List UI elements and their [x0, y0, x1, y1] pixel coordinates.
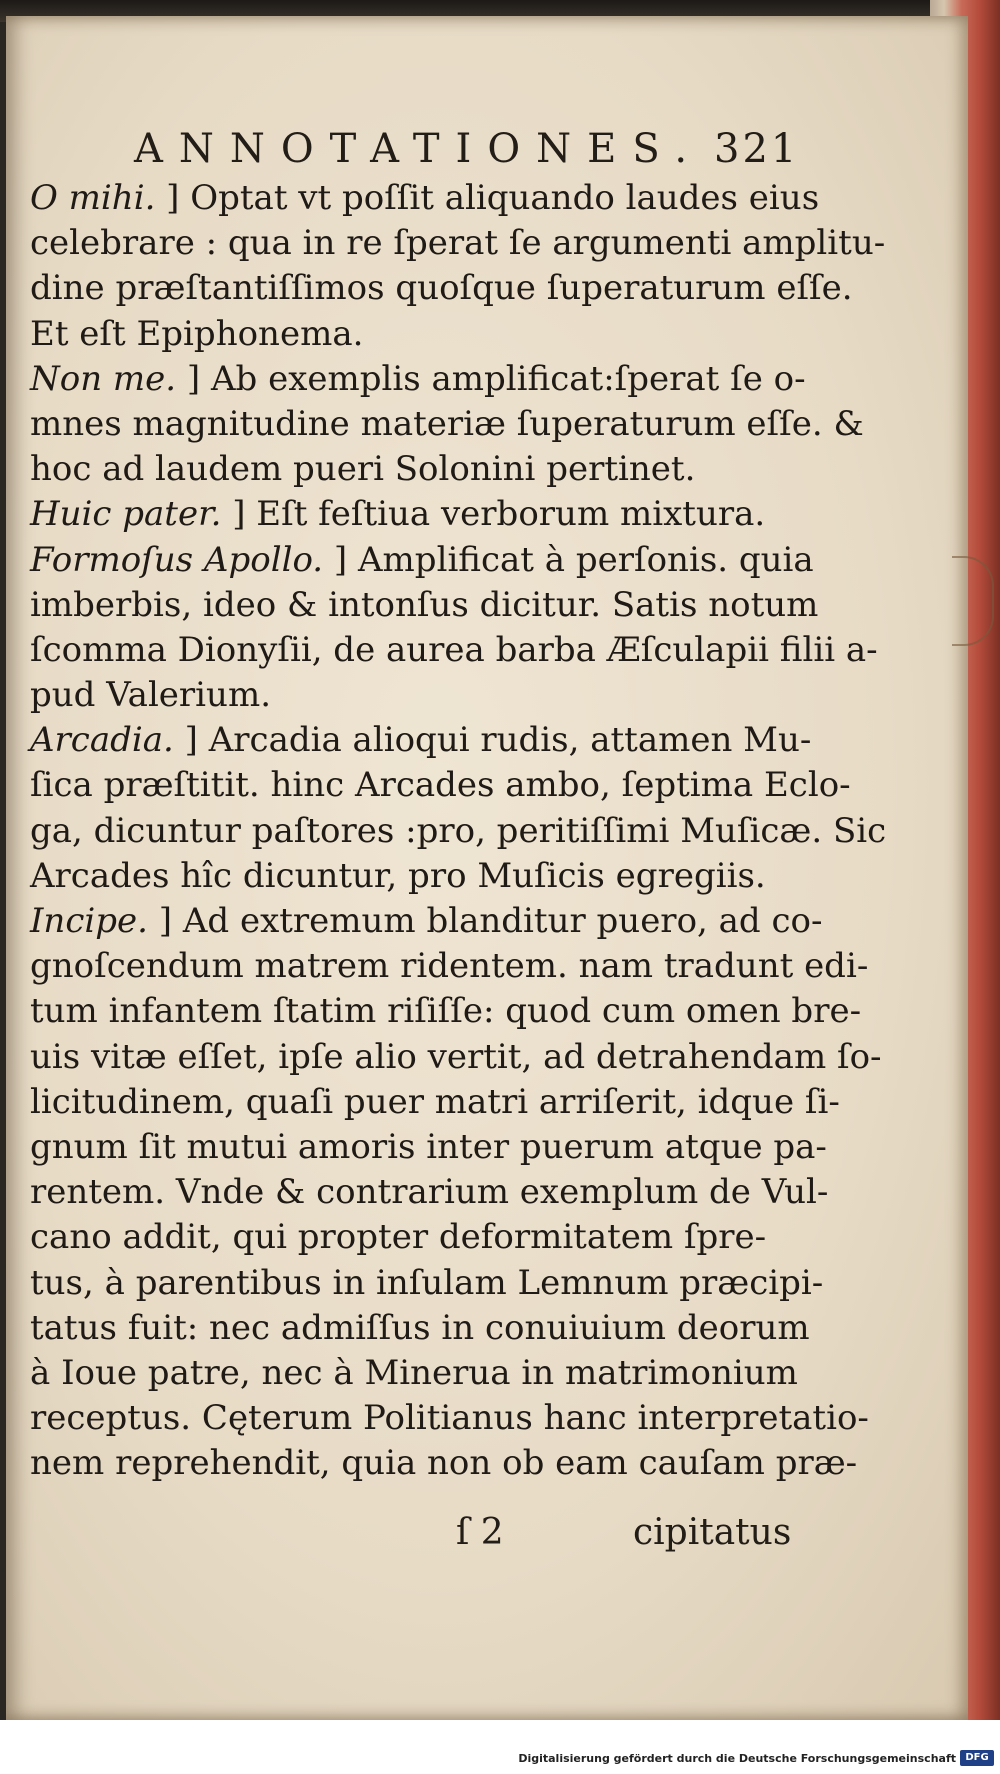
text-line — [30, 628, 878, 673]
line-text: ] Optat vt poſſit aliquando laudes eius — [155, 178, 820, 218]
line-text: receptus. Cęterum Politianus hanc interpretatio- — [30, 1398, 869, 1439]
text-line — [30, 989, 862, 1034]
line-text: ſica præſtitit. hinc Arcades ambo, ſeptima Eclo- — [30, 765, 851, 806]
text-line — [30, 1261, 824, 1306]
text-line — [30, 899, 823, 944]
line-text: celebrare : qua in re ſperat ſe argumenti amplitu- — [30, 223, 886, 264]
line-text: nem reprehendit, quia non ob eam cauſam præ- — [30, 1443, 858, 1484]
text-line — [30, 1035, 882, 1080]
lemma: Huic pater. — [30, 494, 222, 535]
page-number: 321 — [714, 126, 800, 172]
line-text: hoc ad laudem pueri Solonini pertinet. — [30, 449, 696, 490]
text-line — [30, 538, 814, 583]
text-line — [30, 176, 820, 221]
page-clip — [952, 556, 994, 646]
book-page — [6, 16, 968, 1720]
commentary-text — [30, 176, 887, 1486]
lemma: Incipe. — [30, 901, 148, 941]
line-text: imberbis, ideo & intonſus dicitur. Satis notum — [30, 584, 819, 625]
text-line — [30, 1080, 840, 1125]
line-text: Arcades hîc dicuntur, pro Muſicis egregiis. — [30, 855, 766, 896]
text-line — [30, 1215, 790, 1260]
text-line — [30, 447, 790, 492]
text-line — [30, 718, 812, 763]
text-line — [30, 1125, 827, 1170]
line-text: licitudinem, quaſi puer matri arriſerit, idque ſi- — [30, 1081, 840, 1122]
signature-mark: ſ 2 — [456, 1512, 504, 1553]
funding-credit: Digitalisierung gefördert durch die Deutsche Forschungsgemeinschaft — [518, 1752, 956, 1765]
text-line — [30, 809, 887, 854]
lemma: Formoſus Apollo. — [30, 539, 324, 580]
line-text: gnum ſit mutui amoris inter puerum atque pa- — [30, 1126, 827, 1167]
line-text: tum infantem ſtatim riſiſſe: quod cum omen bre- — [30, 991, 862, 1032]
line-text: rentem. Vnde & contrarium exemplum de Vul- — [30, 1172, 829, 1213]
text-line — [30, 583, 819, 628]
catchword: cipitatus — [633, 1512, 792, 1553]
line-text: à Ioue patre, nec à Minerua in matrimonium — [30, 1352, 798, 1393]
text-line — [30, 763, 851, 808]
line-text: ga, dicuntur paſtores :pro, peritiſſimi Muſicæ. Sic — [30, 810, 887, 851]
text-line — [30, 673, 790, 718]
line-text: Et eſt Epiphonema. — [30, 313, 364, 354]
lemma: Arcadia. — [30, 720, 174, 761]
digitization-footer — [0, 1720, 1000, 1774]
dfg-logo: DFG — [960, 1750, 994, 1766]
line-text: pud Valerium. — [30, 675, 272, 716]
text-line — [30, 1441, 858, 1486]
line-text: dine præſtantiſſimos quoſque ſuperaturum eſſe. — [30, 268, 853, 309]
line-text: ] Arcadia alioqui rudis, attamen Mu- — [173, 720, 812, 761]
text-line — [30, 1170, 829, 1215]
text-line — [30, 944, 869, 989]
text-line — [30, 357, 806, 402]
text-line — [30, 1306, 810, 1351]
lemma: Non me. — [30, 358, 177, 399]
text-line — [30, 1351, 798, 1396]
text-line — [30, 854, 790, 899]
text-line — [30, 312, 790, 357]
text-line — [30, 221, 886, 266]
line-text: ] Ad extremum blanditur puero, ad co- — [147, 901, 823, 941]
running-title: ANNOTATIONES. — [134, 126, 704, 172]
line-text: uis vitæ eſſet, ipſe alio vertit, ad detrahendam ſo- — [30, 1036, 882, 1077]
line-text: mnes magnitudine materiæ ſuperaturum eſſe. & — [30, 403, 864, 444]
text-line — [30, 1396, 869, 1441]
line-text: ] Ab exemplis amplificat:ſperat ſe o- — [176, 358, 806, 399]
text-line — [30, 492, 790, 537]
line-text: ] Eſt feſtiua verborum mixtura. — [221, 494, 766, 535]
line-text: ] Amplificat à perſonis. quia — [323, 539, 814, 580]
line-text: tus, à parentibus in inſulam Lemnum præcipi- — [30, 1262, 824, 1303]
page-footer — [6, 1512, 968, 1562]
line-text: gnoſcendum matrem ridentem. nam tradunt edi- — [30, 946, 869, 987]
lemma: O mihi. — [30, 178, 156, 218]
text-line — [30, 266, 853, 311]
line-text: ſcomma Dionyſii, de aurea barba Æſculapii filii a- — [30, 629, 878, 670]
line-text: cano addit, qui propter deformitatem ſpre- — [30, 1217, 767, 1258]
text-line — [30, 402, 864, 447]
line-text: tatus fuit: nec admiſſus in conuiuium deorum — [30, 1307, 810, 1348]
